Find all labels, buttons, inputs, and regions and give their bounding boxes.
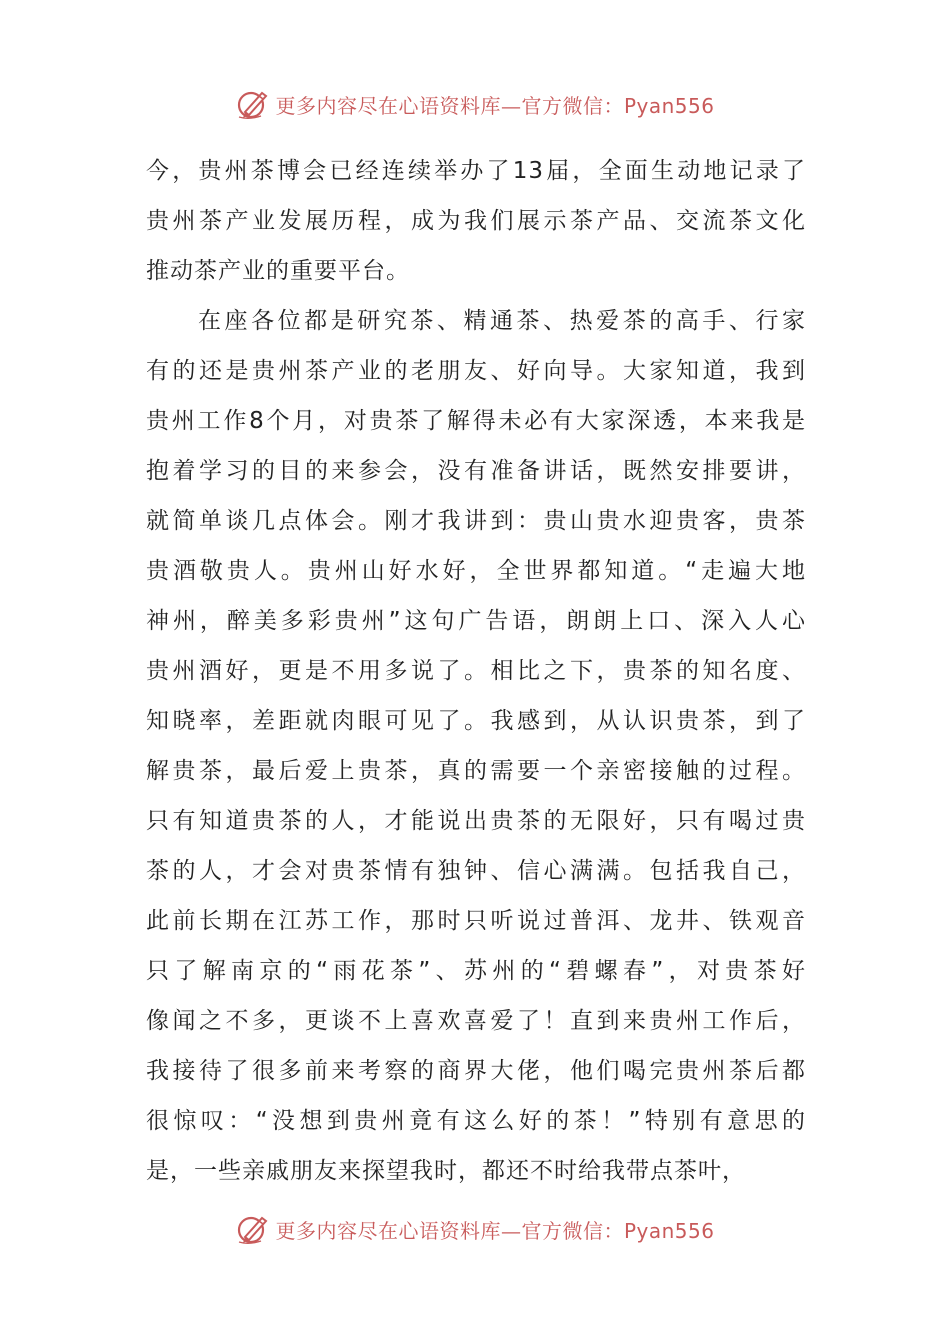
banner-text	[275, 1215, 714, 1244]
footer-banner	[0, 1209, 950, 1249]
text-line: 在座各位都是研究茶、精通茶、热爱茶的高手、行家	[198, 308, 806, 334]
paragraph	[146, 296, 806, 1196]
text-line: 只有知道贵茶的人，才能说出贵茶的无限好，只有喝过贵	[146, 808, 806, 834]
banner-site-text: 更多内容尽在心语资料库—	[275, 1218, 522, 1243]
header-banner	[0, 84, 950, 124]
text-line: 此前长期在江苏工作，那时只听说过普洱、龙井、铁观音	[146, 908, 806, 934]
text-line: 贵酒敬贵人。贵州山好水好，全世界都知道。“走遍大地	[146, 558, 806, 584]
text-line: 只了解南京的“雨花茶”、苏州的“碧螺春”，对贵茶好	[146, 958, 806, 984]
text-line: 就简单谈几点体会。刚才我讲到：贵山贵水迎贵客，贵茶	[146, 508, 806, 534]
paragraph	[146, 146, 806, 296]
banner-wechat-text: 官方微信：Pyan556	[521, 93, 715, 118]
text-line: 茶的人，才会对贵茶情有独钟、信心满满。包括我自己，	[146, 858, 806, 884]
text-line: 知晓率，差距就肉眼可见了。我感到，从认识贵茶，到了	[146, 708, 806, 734]
text-line: 抱着学习的目的来参会，没有准备讲话，既然安排要讲，	[146, 458, 806, 484]
text-line: 解贵茶，最后爱上贵茶，真的需要一个亲密接触的过程。	[146, 758, 806, 784]
banner-wechat-text: 官方微信：Pyan556	[521, 1218, 715, 1243]
text-line: 很惊叹：“没想到贵州竟有这么好的茶！”特别有意思的	[146, 1108, 806, 1134]
text-line: 神州，醉美多彩贵州”这句广告语，朗朗上口、深入人心	[146, 608, 806, 634]
pen-circle-logo-icon	[235, 1212, 271, 1246]
text-line: 像闻之不多，更谈不上喜欢喜爱了！直到来贵州工作后，	[146, 1008, 806, 1034]
document-body	[146, 146, 806, 1196]
text-line: 推动茶产业的重要平台。	[146, 258, 410, 284]
text-line: 有的还是贵州茶产业的老朋友、好向导。大家知道，我到	[146, 358, 806, 384]
text-line: 贵州酒好，更是不用多说了。相比之下，贵茶的知名度、	[146, 658, 806, 684]
text-line: 是，一些亲戚朋友来探望我时，都还不时给我带点茶叶，	[146, 1158, 746, 1184]
banner-text	[275, 90, 714, 119]
pen-circle-logo-icon	[235, 87, 271, 121]
text-line: 我接待了很多前来考察的商界大佬，他们喝完贵州茶后都	[146, 1058, 806, 1084]
text-line: 今，贵州茶博会已经连续举办了13届，全面生动地记录了	[146, 158, 806, 184]
text-line: 贵州茶产业发展历程，成为我们展示茶产品、交流茶文化	[146, 208, 806, 234]
banner-site-text: 更多内容尽在心语资料库—	[275, 93, 522, 118]
text-line: 贵州工作8个月，对贵茶了解得未必有大家深透，本来我是	[146, 408, 806, 434]
